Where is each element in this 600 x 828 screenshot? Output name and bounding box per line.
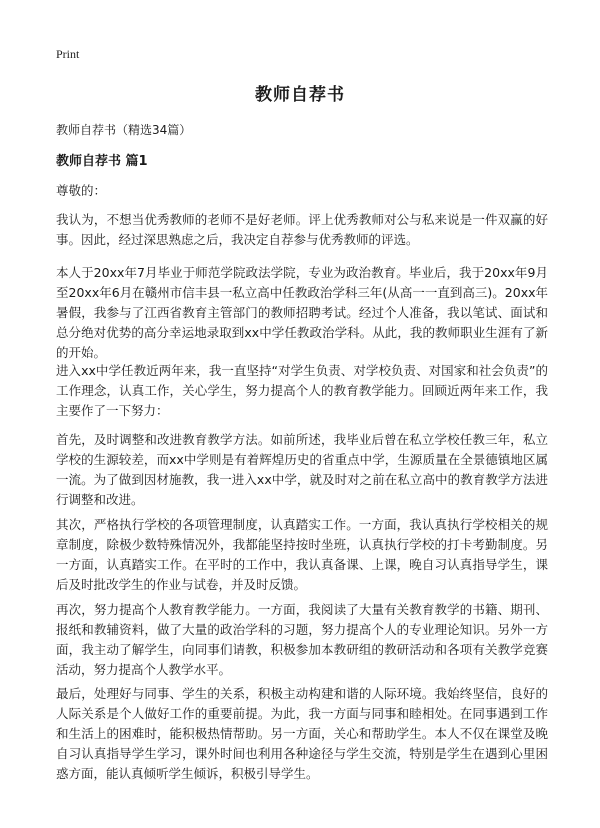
letter-greeting: 尊敬的： bbox=[56, 183, 107, 198]
paragraph: 进入xx中学任教近两年来，我一直坚持“对学生负责、对学校负责、对国家和社会负责”的工作理念，认真工作，关心学生，努力提高个人的教育教学能力。回顾近两年来工作，我主要作了一下努力： bbox=[56, 363, 548, 418]
section-heading: 教师自荐书 篇1 bbox=[56, 154, 148, 169]
paragraph: 我认为，不想当优秀教师的老师不是好老师。评上优秀教师对公与私来说是一件双赢的好事。因此，经过深思熟虑之后，我决定自荐参与优秀教师的评选。 bbox=[56, 212, 548, 247]
paragraph: 本人于20xx年7月毕业于师范学院政法学院，专业为政治教育。毕业后，我于20xx年9月至20xx年6月在赣州市信丰县一私立高中任教政治学科三年(从高一一直到高三)。20xx年暑假，我参与了江西省教育主管部门的教师招聘考试。经过个人准备，我以笔试、面试和总分绝对优势的高分幸运地录取到xx中学任教政治学科。从此，我的教师职业生涯有了新的开始。 bbox=[56, 265, 548, 360]
paragraph: 最后，处理好与同事、学生的关系，积极主动构建和谐的人际环境。我始终坚信，良好的人际关系是个人做好工作的重要前提。为此，我一方面与同事和睦相处。在同事遇到工作和生活上的困难时，能积极热情帮助。另一方面，关心和帮助学生。本人不仅在课堂及晚自习认真指导学生学习，课外时间也利用各种途径与学生交流，特别是学生在遇到心里困惑方面，能认真倾听学生倾诉，积极引导学生。 bbox=[56, 686, 548, 781]
paragraph: 再次，努力提高个人教育教学能力。一方面，我阅读了大量有关教育教学的书籍、期刊、报纸和教辅资料，做了大量的政治学科的习题，努力提高个人的专业理论知识。另外一方面，我主动了解学生，向同事们请教，积极参加本教研组的教研活动和各项有关教学竞赛活动，努力提高个人教学水平。 bbox=[56, 602, 548, 677]
page-title: 教师自荐书 bbox=[255, 85, 345, 105]
paragraph: 首先，及时调整和改进教育教学方法。如前所述，我毕业后曾在私立学校任教三年，私立学校的生源较差，而xx中学则是有着辉煌历史的省重点中学，生源质量在全景德镇地区属一流。为了做到因材施教，我一进入xx中学，就及时对之前在私立高中的教育教学方法进行调整和改进。 bbox=[56, 432, 548, 507]
document-subtitle: 教师自荐书（精选34篇） bbox=[56, 123, 192, 137]
paragraph: 其次，严格执行学校的各项管理制度，认真踏实工作。一方面，我认真执行学校相关的规章制度，除极少数特殊情况外，我都能坚持按时坐班，认真执行学校的打卡考勤制度。另一方面，认真踏实工作。在平时的工作中，我认真备课、上课，晚自习认真指导学生，课后及时批改学生的作业与试卷，并及时反馈。 bbox=[56, 517, 548, 592]
print-link[interactable]: Print bbox=[56, 47, 80, 61]
